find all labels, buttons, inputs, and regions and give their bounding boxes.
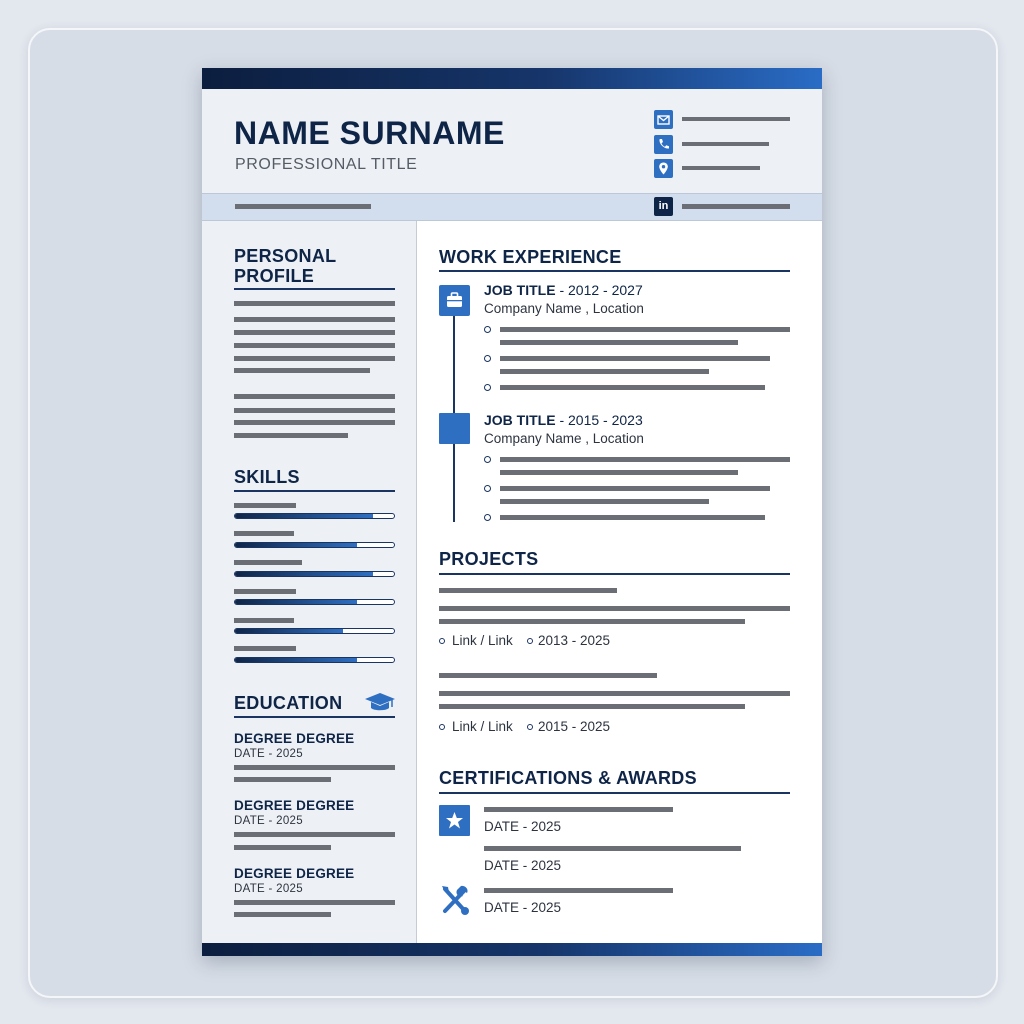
skill-fill (235, 629, 343, 633)
job-company: Company Name , Location (484, 431, 644, 446)
skill-bar (234, 513, 395, 519)
degree-line (234, 765, 395, 770)
job-company: Company Name , Location (484, 301, 644, 316)
project-link[interactable]: Link / Link (452, 719, 513, 734)
duty-line (500, 515, 765, 520)
skill-bar (234, 599, 395, 605)
skill-name (234, 646, 296, 651)
profile-line (234, 433, 348, 438)
degree-title: DEGREE DEGREE (234, 866, 355, 881)
bullet-dot (484, 485, 491, 492)
project-dates: 2015 - 2025 (538, 719, 611, 734)
skill-name (234, 531, 294, 536)
contact-phone-line (682, 142, 769, 146)
phone-icon (654, 135, 673, 154)
award-date: DATE - 2025 (484, 900, 562, 915)
profile-heading: PERSONAL PROFILE (234, 246, 337, 286)
job-title (484, 412, 643, 428)
mail-icon (654, 110, 673, 129)
job-title-text: JOB TITLE (484, 412, 556, 428)
skill-bar (234, 628, 395, 634)
bottom-accent-bar (202, 943, 822, 956)
linkedin-icon: in (654, 197, 673, 216)
bullet-dot (484, 355, 491, 362)
project-line (439, 606, 790, 611)
skill-bar (234, 571, 395, 577)
graduation-cap-icon (364, 691, 396, 718)
degree-date: DATE - 2025 (234, 815, 303, 827)
work-rule (439, 270, 790, 272)
degree-line (234, 912, 331, 917)
skill-bar (234, 657, 395, 663)
degree-title: DEGREE DEGREE (234, 731, 355, 746)
bullet-dot (484, 384, 491, 391)
award-line (484, 846, 741, 851)
project-dates: 2013 - 2025 (538, 633, 611, 648)
duty-line (500, 457, 790, 462)
top-accent-bar (202, 68, 822, 89)
degree-line (234, 777, 331, 782)
bullet-dot (527, 638, 533, 644)
job-title (484, 282, 643, 298)
profile-line (234, 317, 395, 322)
bullet-dot (484, 456, 491, 463)
tools-icon (439, 883, 471, 922)
skill-bar (234, 542, 395, 548)
degree-line (234, 900, 395, 905)
job-dates: - 2015 - 2023 (555, 412, 643, 428)
projects-rule (439, 573, 790, 575)
contact-location-line (682, 166, 760, 170)
bullet-dot (439, 638, 445, 644)
full-name: NAME SURNAME (234, 115, 505, 151)
certifications-rule (439, 792, 790, 794)
project-line (439, 619, 745, 624)
project-line (439, 588, 617, 593)
skill-fill (235, 572, 373, 576)
project-line (439, 673, 657, 678)
bullet-dot (484, 514, 491, 521)
profile-line (234, 301, 395, 306)
skill-fill (235, 600, 357, 604)
duty-line (500, 470, 738, 475)
briefcase-icon (439, 285, 470, 316)
job-title-text: JOB TITLE (484, 282, 556, 298)
star-icon (439, 805, 470, 836)
duty-line (500, 499, 709, 504)
skill-name (234, 503, 296, 508)
award-line (484, 888, 673, 893)
profile-line (234, 420, 395, 425)
education-heading: EDUCATION (234, 693, 343, 713)
project-link[interactable]: Link / Link (452, 633, 513, 648)
award-line (484, 807, 673, 812)
project-line (439, 691, 790, 696)
award-date: DATE - 2025 (484, 858, 562, 873)
job-dates: - 2012 - 2027 (555, 282, 643, 298)
certifications-heading: CERTIFICATIONS & AWARDS (439, 768, 697, 788)
degree-title: DEGREE DEGREE (234, 798, 355, 813)
duty-line (500, 385, 765, 390)
degree-date: DATE - 2025 (234, 748, 303, 760)
bullet-dot (484, 326, 491, 333)
duty-line (500, 486, 770, 491)
skill-fill (235, 658, 357, 662)
award-date: DATE - 2025 (484, 819, 562, 834)
contact-email-line (682, 117, 790, 121)
skill-name (234, 560, 302, 565)
website-line (235, 204, 371, 209)
professional-title: PROFESSIONAL TITLE (235, 156, 418, 173)
square-icon (439, 413, 470, 444)
project-line (439, 704, 745, 709)
degree-line (234, 845, 331, 850)
skills-rule (234, 490, 395, 492)
skills-heading: SKILLS (234, 467, 300, 487)
duty-line (500, 327, 790, 332)
skill-fill (235, 514, 373, 518)
contact-linkedin-line (682, 204, 790, 209)
bullet-dot (527, 724, 533, 730)
profile-line (234, 343, 395, 348)
location-icon (654, 159, 673, 178)
resume-page (202, 68, 822, 956)
profile-rule (234, 288, 395, 290)
projects-heading: PROJECTS (439, 549, 539, 569)
duty-line (500, 369, 709, 374)
degree-line (234, 832, 395, 837)
degree-date: DATE - 2025 (234, 883, 303, 895)
timeline-line (453, 300, 455, 522)
profile-line (234, 356, 395, 361)
profile-line (234, 394, 395, 399)
duty-line (500, 340, 738, 345)
skill-name (234, 618, 294, 623)
profile-line (234, 368, 370, 373)
education-rule (234, 716, 395, 718)
profile-line (234, 330, 395, 335)
duty-line (500, 356, 770, 361)
work-heading: WORK EXPERIENCE (439, 247, 622, 267)
skill-name (234, 589, 296, 594)
bullet-dot (439, 724, 445, 730)
profile-line (234, 408, 395, 413)
skill-fill (235, 543, 357, 547)
